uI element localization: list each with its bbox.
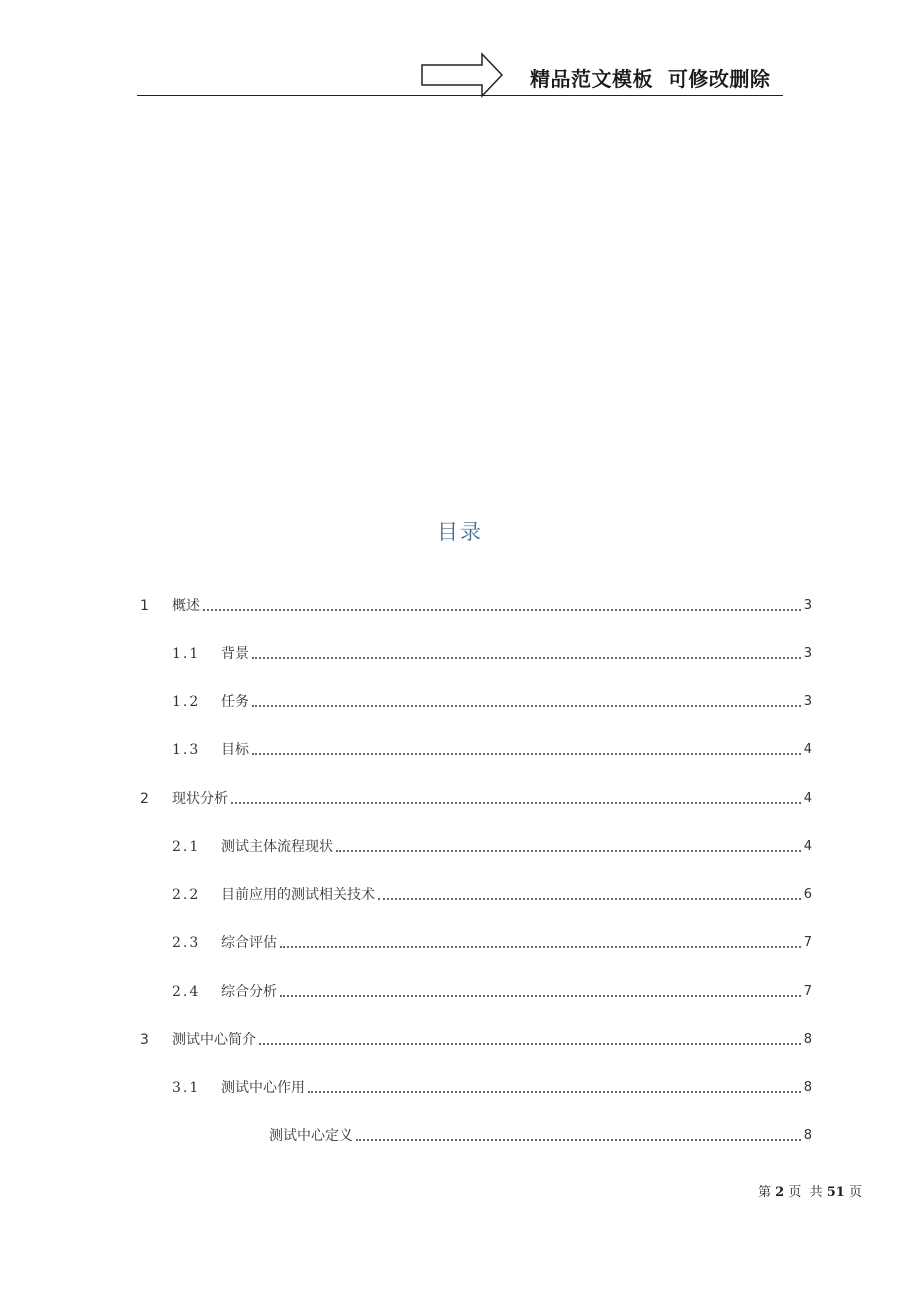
page-footer — [700, 1181, 862, 1200]
toc-leader-dots — [378, 898, 801, 900]
toc-item-title: 测试主体流程现状 — [221, 839, 333, 855]
toc-leader-dots — [280, 995, 801, 997]
toc-item[interactable] — [140, 586, 812, 616]
toc-leader-dots — [231, 802, 801, 804]
toc-item-number: 2.3 — [172, 935, 201, 951]
toc-item-number: 1.1 — [172, 646, 201, 662]
toc-item-page: 7 — [803, 984, 812, 999]
toc-item[interactable] — [140, 1020, 812, 1050]
toc-item[interactable] — [172, 682, 812, 712]
toc-item[interactable] — [172, 827, 812, 857]
toc-item-title: 测试中心简介 — [172, 1032, 256, 1048]
toc-item[interactable] — [172, 875, 812, 905]
footer-prefix: 第 — [758, 1185, 772, 1200]
toc-item[interactable] — [172, 1068, 812, 1098]
toc-item-title: 现状分析 — [172, 791, 228, 807]
toc-item[interactable] — [269, 1116, 812, 1146]
toc-item-page: 8 — [803, 1080, 812, 1095]
toc-leader-dots — [252, 753, 801, 755]
toc-item[interactable] — [172, 730, 812, 760]
toc-item-number: 2 — [140, 791, 149, 807]
toc-item-title: 背景 — [221, 646, 249, 662]
toc-item-number: 1 — [140, 598, 149, 614]
toc-item-number: 3 — [140, 1032, 149, 1048]
toc-item-page: 3 — [803, 598, 812, 613]
toc-item[interactable] — [172, 972, 812, 1002]
toc-item-title: 任务 — [221, 694, 249, 710]
footer-suffix: 页 — [848, 1185, 862, 1200]
toc-item-page: 3 — [803, 646, 812, 661]
footer-current-page: 2 — [775, 1185, 785, 1200]
toc-item[interactable] — [140, 779, 812, 809]
toc-item-title: 综合分析 — [221, 984, 277, 1000]
toc-item-number: 2.4 — [172, 984, 201, 1000]
toc-leader-dots — [252, 705, 801, 707]
toc-item-page: 3 — [803, 694, 812, 709]
toc-item-number: 3.1 — [172, 1080, 201, 1096]
toc-title: 目录 — [437, 520, 483, 544]
toc-item-page: 8 — [803, 1128, 812, 1143]
toc-item-page: 6 — [803, 887, 812, 902]
toc-item-title: 目前应用的测试相关技术 — [221, 887, 375, 903]
toc-item-title: 综合评估 — [221, 935, 277, 951]
toc-item[interactable] — [172, 634, 812, 664]
toc-leader-dots — [252, 657, 801, 659]
toc-item-number: 1.3 — [172, 742, 201, 758]
header-title: 精品范文模板 可修改删除 — [530, 67, 771, 91]
toc-leader-dots — [336, 850, 801, 852]
toc-item-number: 2.2 — [172, 887, 201, 903]
toc-item-title: 目标 — [221, 742, 249, 758]
toc-leader-dots — [203, 609, 801, 611]
toc-item-page: 4 — [803, 839, 812, 854]
toc-item-page: 8 — [803, 1032, 812, 1047]
toc-item-title: 测试中心作用 — [221, 1080, 305, 1096]
footer-total-pages: 51 — [826, 1185, 845, 1200]
toc-item-page: 7 — [803, 935, 812, 950]
footer-middle: 页 共 — [788, 1185, 823, 1200]
toc-item[interactable] — [172, 923, 812, 953]
toc-item-title: 概述 — [172, 598, 200, 614]
toc-item-number: 2.1 — [172, 839, 201, 855]
toc-item-page: 4 — [803, 742, 812, 757]
toc-leader-dots — [259, 1043, 801, 1045]
toc-item-number: 1.2 — [172, 694, 201, 710]
right-arrow-outline-icon — [420, 52, 504, 98]
toc-leader-dots — [356, 1139, 801, 1141]
toc-item-title: 测试中心定义 — [269, 1128, 353, 1144]
toc-leader-dots — [280, 946, 801, 948]
toc-leader-dots — [308, 1091, 801, 1093]
toc-item-page: 4 — [803, 791, 812, 806]
